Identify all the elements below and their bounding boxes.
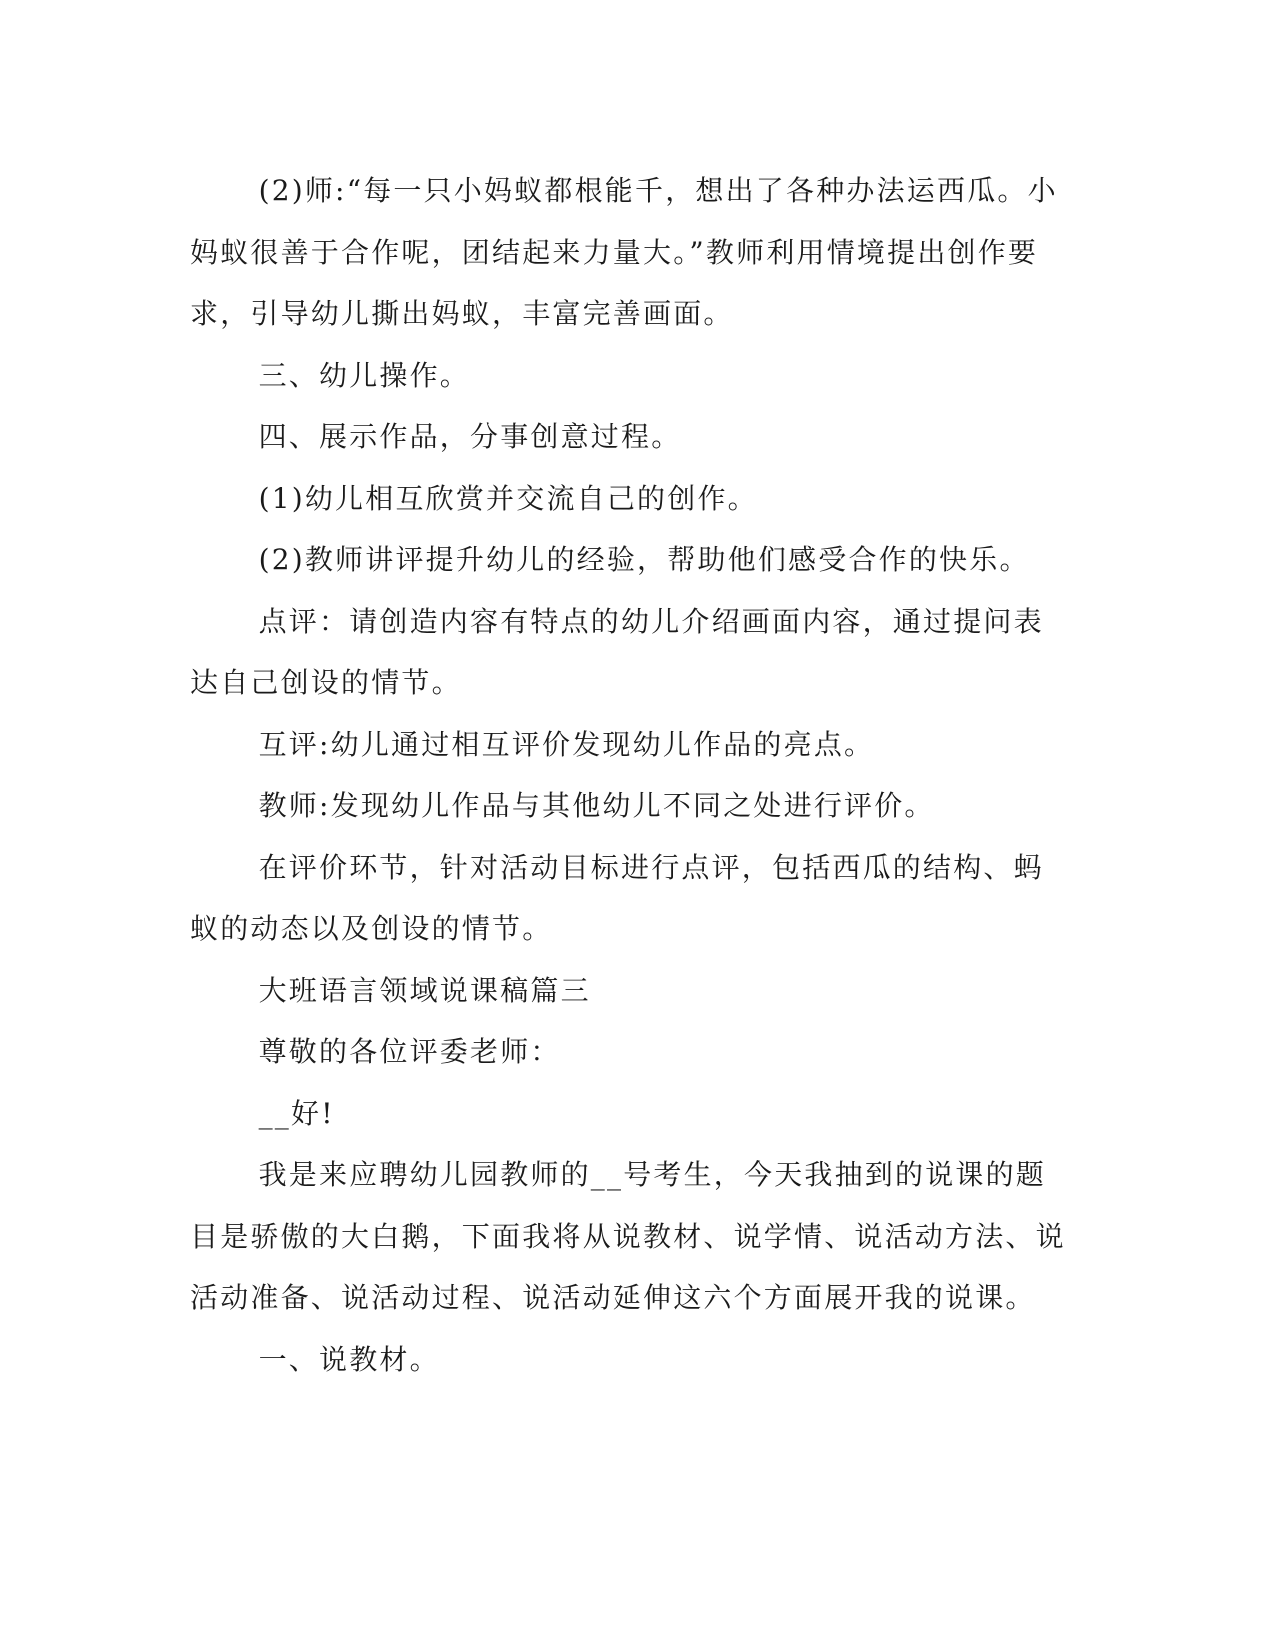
paragraph-teacher-review: 教师:发现幼儿作品与其他幼儿不同之处进行评价。 [258,789,935,822]
section-heading: 大班语言领域说课稿篇三 [258,973,591,1007]
document-body [190,160,1070,1390]
paragraph-comment: 点评：请创造内容有特点的幼儿介绍画面内容，通过提问表达自己创设的情节。 [190,604,1044,699]
paragraph-peer-review: 互评:幼儿通过相互评价发现幼儿作品的亮点。 [258,727,875,761]
paragraph-item-2: (2)教师讲评提升幼儿的经验，帮助他们感受合作的快乐。 [258,543,1030,576]
paragraph-item-1: (1)幼儿相互欣赏并交流自己的创作。 [258,481,758,515]
paragraph-introduction: 我是来应聘幼儿园教师的__号考生，今天我抽到的说课的题目是骄傲的大白鹅，下面我将从说教材、说学情、说活动方法、说活动准备、说活动过程、说活动延伸这六个方面展开我的说课。 [190,1158,1066,1314]
paragraph-teacher-quote: (2)师:“每一只小妈蚁都根能千，想出了各种办法运西瓜。小妈蚁很善于合作呢，团结起来力量大。”教师利用情境提出创作要求，引导幼儿撕出妈蚁，丰富完善画面。 [190,174,1058,330]
paragraph-salutation: 尊敬的各位评委老师： [258,1035,561,1068]
paragraph-evaluation: 在评价环节，针对活动目标进行点评，包括西瓜的结构、蚂蚁的动态以及创设的情节。 [190,850,1044,945]
paragraph-section-three: 三、幼儿操作。 [258,358,470,392]
paragraph-section-four: 四、展示作品，分事创意过程。 [258,420,682,453]
paragraph-part-one: 一、说教材。 [258,1342,440,1376]
paragraph-greeting: __好! [258,1096,335,1130]
